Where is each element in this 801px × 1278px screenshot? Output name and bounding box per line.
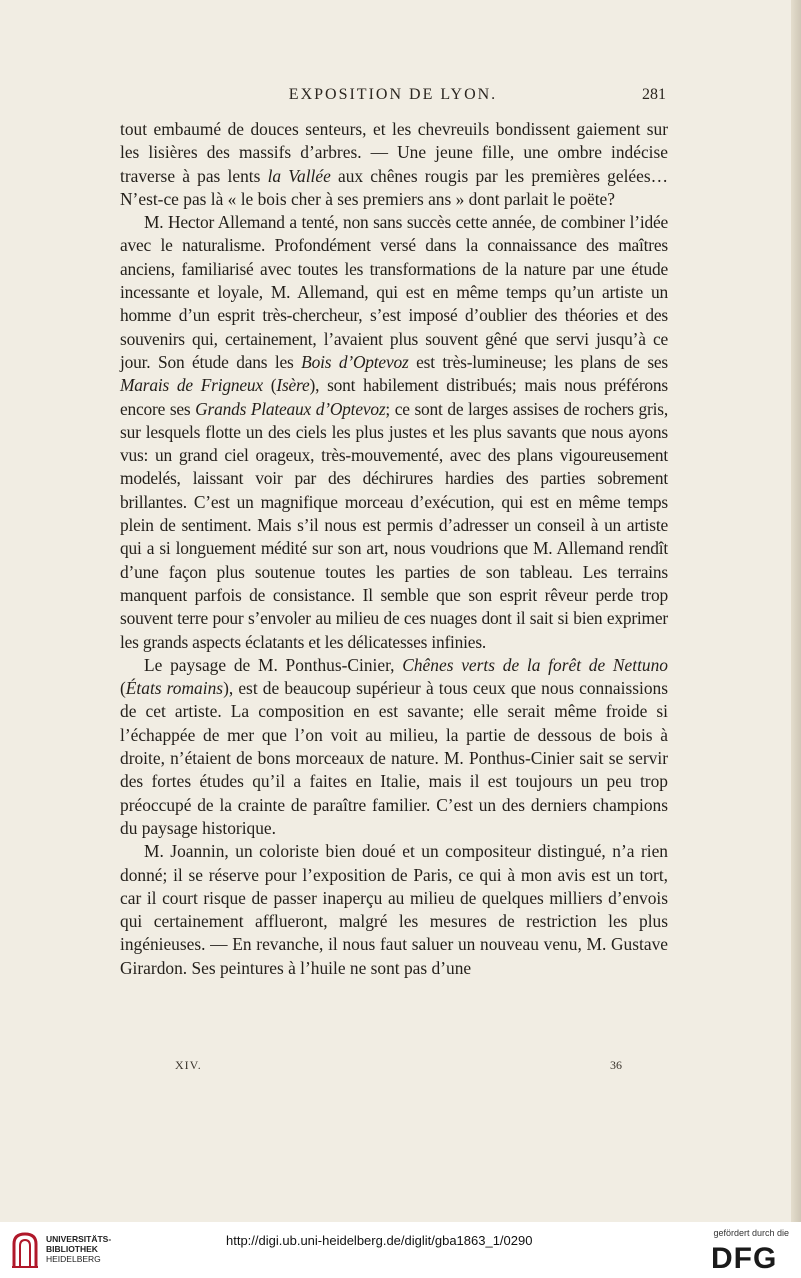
paragraph-2 (120, 211, 668, 654)
text-run: est très-lumineuse; les plans de ses (408, 351, 668, 372)
italic-title-la-vallee: la Vallée (267, 165, 331, 186)
paragraph-4: M. Joannin, un coloriste bien doué et un compositeur distingué, n’a rien donné; il se réserve pour l’exposition de Paris, ce qui à mon avis est un tort, car il court risque de passer inaperçu au milieu de quelques milliers d’envois qui certainement afflueront, malgré les mesures de restriction les plus ingénieuses. — En revanche, il nous faut saluer un nouveau venu, M. Gustave Girardon. Ses peintures à l’huile ne sont pas d’une (120, 841, 668, 978)
library-line-2: BIBLIOTHEK (46, 1244, 98, 1254)
text-run: Le paysage de M. Ponthus-Cinier, (144, 654, 403, 675)
text-run: tout embaumé de douces senteurs, et les chevreuils bondissent gaiement sur les lisières des massifs d’arbres. — Une jeune fille, une ombre indécise traverse à pas lents (120, 119, 668, 186)
italic-place-etats-romains: États romains (125, 678, 224, 699)
printer-signature (175, 1058, 650, 1078)
paragraph-1 (120, 118, 668, 211)
dfg-logo-text: DFG (711, 1242, 778, 1272)
sheet-number: 36 (610, 1058, 622, 1072)
library-line-1: UNIVERSITÄTS- (46, 1234, 112, 1244)
text-run: ( (262, 375, 277, 396)
italic-title-marais-frigneux: Marais de Frigneux (120, 375, 263, 396)
text-run: ( (120, 678, 126, 699)
ub-heidelberg-wordmark[interactable] (46, 1234, 111, 1264)
text-run: ), est de beaucoup supérieur à tous ceux que nous connaissions de cet artiste. La composition en est savante; elle serait même froide si l’échappée de mer que l’on voit au milieu, la partie de dessous de bois à droite, n’étaient de bons morceaux de nature. M. Ponthus-Cinier sait se servir des fortes études qu’il a faites en Italie, mais il est toujours un peu trop préoccupé de la crainte de paraître familier. C’est un des derniers champions du paysage historique. (120, 678, 668, 838)
volume-mark: XIV. (175, 1058, 202, 1072)
article-body (120, 118, 668, 980)
text-run: M. Hector Allemand a tenté, non sans succès cette année, de combiner l’idée avec le naturalisme. Profondément versé dans la connaissance des maîtres anciens, familiarisé avec toutes les transformations de la nature par une étude incessante et loyale, M. Allemand, qui est en même temps qu’un artiste un homme d’un esprit très-chercheur, s’est imposé d’oublier des théories et des souvenirs qui, certainement, l’avaient plus souvent gêné que servi jusqu’à ce jour. Son étude dans les (120, 212, 668, 372)
running-title: EXPOSITION DE LYON. (288, 86, 498, 103)
italic-title-bois-optevoz: Bois d’Optevoz (301, 351, 409, 372)
running-head (120, 86, 666, 108)
permalink-url[interactable]: http://digi.ub.uni-heidelberg.de/diglit/gba1863_1/0290 (226, 1233, 533, 1248)
dfg-logo-icon[interactable] (711, 1242, 789, 1272)
ub-heidelberg-logo-icon[interactable] (10, 1230, 40, 1270)
page-number: 281 (642, 86, 666, 103)
dfg-caption: gefördert durch die (713, 1228, 789, 1238)
italic-title-grands-plateaux: Grands Plateaux d’Optevoz (195, 398, 386, 419)
viewer-footer (0, 1222, 801, 1278)
text-run: ), sont habilement distribués; mais nous préférons encore ses (120, 375, 668, 419)
paragraph-3 (120, 654, 668, 840)
text-run: aux chênes rougis par les premières gelées… N’est-ce pas là « le bois cher à ses premiers ans » dont parlait le poëte? (120, 165, 668, 209)
italic-place-isere: Isère (276, 375, 310, 396)
page-edge-shadow (791, 0, 801, 1222)
italic-title-chenes-verts: Chênes verts de la forêt de Nettuno (402, 654, 668, 675)
library-line-3: HEIDELBERG (46, 1254, 101, 1264)
text-run: ; ce sont de larges assises de rochers gris, sur lesquels flotte un des ciels les plus justes et les plus savants que nous ayons vus: un grand ciel orageux, très-mouvementé, avec des plans vigoureusement modelés, laissant voir par des déchirures hardies des parties sobrement brillantes. C’est un magnifique morceau d’exécution, qui est en même temps plein de sentiment. Mais s’il nous est permis d’adresser un conseil à un artiste qui a si longuement médité sur son art, nous voudrions que M. Allemand rendît d’une façon plus soutenue toutes les parties de son tableau. Les terrains manquent parfois de consistance. Il semble que son esprit rêveur perde trop souvent terre pour s’envoler au milieu de ces nuages dont il sait si bien exprimer les grands aspects éclatants et les délicatesses infinies. (120, 398, 668, 652)
